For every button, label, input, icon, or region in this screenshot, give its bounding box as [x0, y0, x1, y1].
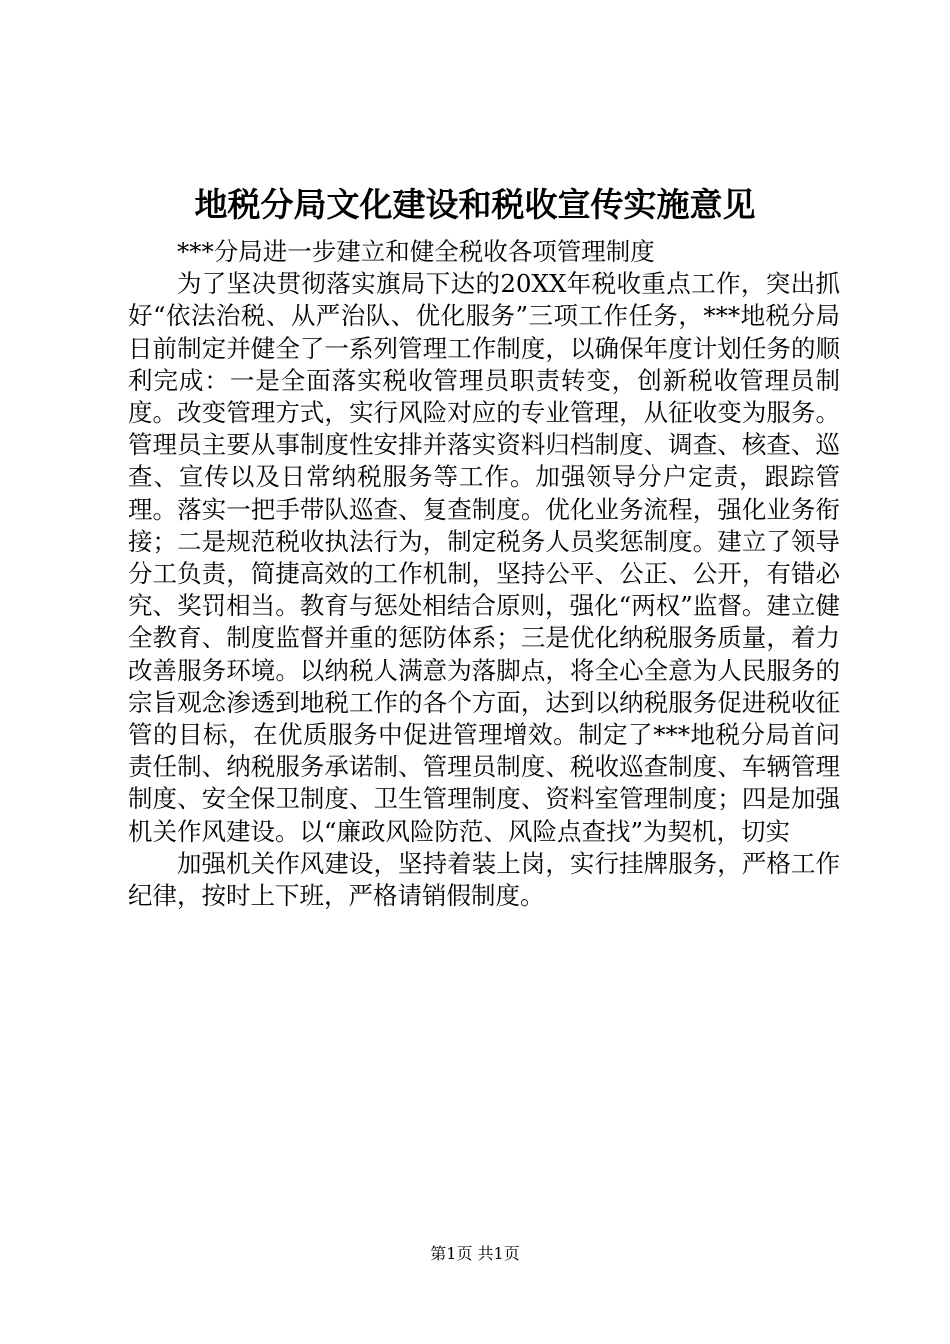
- document-body: [128, 236, 840, 912]
- paragraph-subtitle: ***分局进一步建立和健全税收各项管理制度: [177, 237, 655, 266]
- paragraph-main: 为了坚决贯彻落实旗局下达的20XX年税收重点工作，突出抓好“依法治税、从严治队、优化服务”三项工作任务，***地税分局日前制定并健全了一系列管理工作制度，以确保年度计划任务的顺利完成：一是全面落实税收管理员职责转变，创新税收管理员制度。改变管理方式，实行风险对应的专业管理，从征收变为服务。管理员主要从事制度性安排并落实资料归档制度、调查、核查、巡查、宣传以及日常纳税服务等工作。加强领导分户定责，跟踪管理。落实一把手带队巡查、复查制度。优化业务流程，强化业务衔接；二是规范税收执法行为，制定税务人员奖惩制度。建立了领导分工负责，简捷高效的工作机制，坚持公平、公正、公开，有错必究、奖罚相当。教育与惩处相结合原则，强化“两权”监督。建立健全教育、制度监督并重的惩防体系；三是优化纳税服务质量，着力改善服务环境。以纳税人满意为落脚点，将全心全意为人民服务的宗旨观念渗透到地税工作的各个方面，达到以纳税服务促进税收征管的目标，在优质服务中促进管理增效。制定了***地税分局首问责任制、纳税服务承诺制、管理员制度、税收巡查制度、车辆管理制度、安全保卫制度、卫生管理制度、资料室管理制度；四是加强机关作风建设。以“廉政风险防范、风险点查找”为契机，切实: [128, 269, 840, 846]
- document-title: 地税分局文化建设和税收宣传实施意见: [194, 185, 756, 224]
- paragraph-closing: 加强机关作风建设，坚持着装上岗，实行挂牌服务，严格工作纪律，按时上下班，严格请销假制度。: [128, 848, 840, 911]
- page-footer: 第1页 共1页: [430, 1244, 520, 1263]
